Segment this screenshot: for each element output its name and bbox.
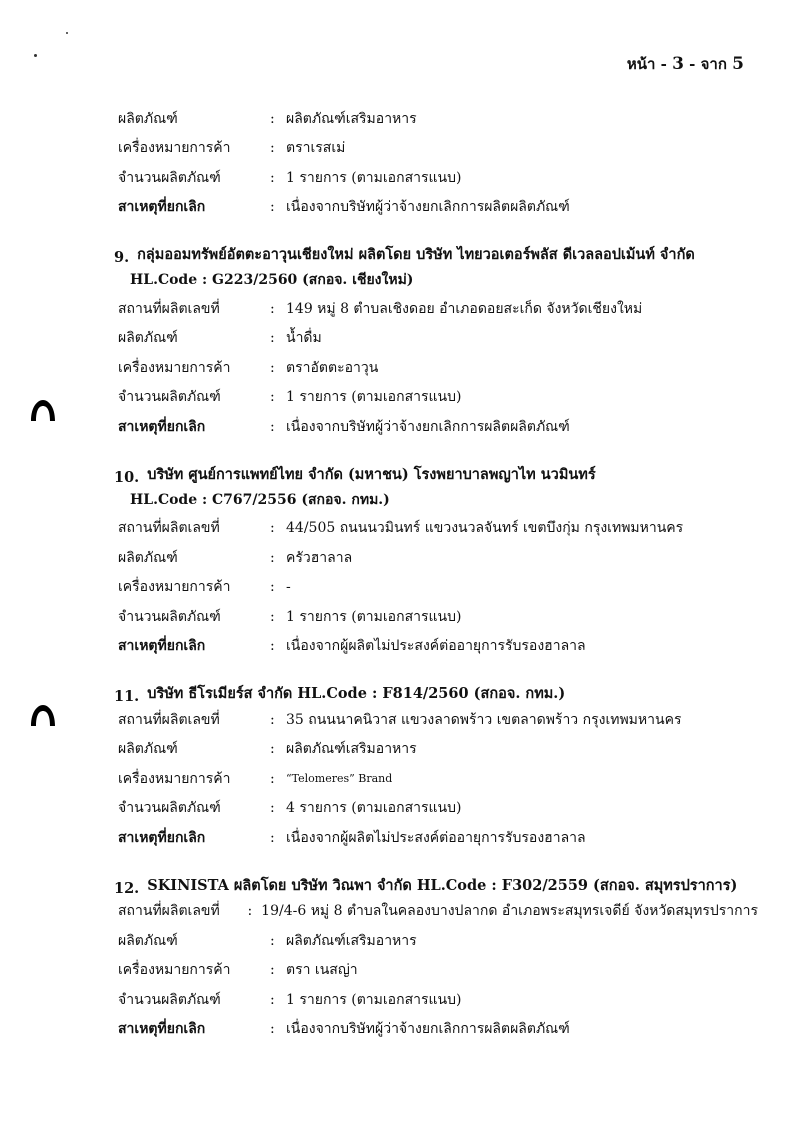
field-label: ผลิตภัณฑ์: [118, 330, 178, 347]
field-colon: :: [270, 389, 275, 406]
entry-title: กลุ่มออมทรัพย์อัตตะอาวุนเชียงใหม่ ผลิตโดย บริษัท ไทยวอเตอร์พลัส ดีเวลลอปเม้นท์ จำกัด: [137, 246, 695, 263]
entry-section: [114, 234, 758, 442]
document-body: [114, 104, 758, 1044]
field-label: สาเหตุที่ยกเลิก: [118, 1021, 206, 1038]
field-label: จำนวนผลิตภัณฑ์: [118, 389, 221, 406]
field-row: [118, 735, 758, 765]
field-label: สถานที่ผลิตเลขที่: [118, 300, 220, 317]
entry-section: [114, 454, 758, 662]
field-value: เนื่องจากบริษัทผู้ว่าจ้างยกเลิกการผลิตผลิตภัณฑ์: [286, 1021, 570, 1038]
field-row: [118, 294, 758, 324]
field-value: ผลิตภัณฑ์เสริมอาหาร: [286, 932, 417, 949]
field-row: [118, 897, 758, 927]
field-label: ผลิตภัณฑ์: [118, 932, 178, 949]
field-label: เครื่องหมายการค้า: [118, 770, 231, 787]
field-row: [118, 823, 758, 853]
field-colon: :: [270, 300, 275, 317]
entry-list: [114, 234, 758, 1044]
field-label: ผลิตภัณฑ์: [118, 110, 178, 127]
field-row: [118, 926, 758, 956]
field-value: ผลิตภัณฑ์เสริมอาหาร: [286, 741, 417, 758]
field-label: เครื่องหมายการค้า: [118, 140, 231, 157]
field-colon: :: [270, 110, 275, 127]
field-value: “Telomeres” Brand: [286, 772, 393, 786]
entry-heading: [114, 234, 754, 266]
field-value: ผลิตภัณฑ์เสริมอาหาร: [286, 110, 417, 127]
field-colon: :: [270, 800, 275, 817]
field-row: [118, 412, 758, 442]
field-label: ผลิตภัณฑ์: [118, 741, 178, 758]
field-row: [118, 985, 758, 1015]
field-value: 35 ถนนนาคนิวาส แขวงลาดพร้าว เขตลาดพร้าว กรุงเทพมหานคร: [286, 711, 682, 728]
field-label: ผลิตภัณฑ์: [118, 549, 178, 566]
field-value: ครัวฮาลาล: [286, 549, 353, 566]
field-colon: :: [270, 829, 275, 846]
field-colon: :: [270, 932, 275, 949]
field-label: จำนวนผลิตภัณฑ์: [118, 169, 221, 186]
scan-speck: [34, 54, 37, 57]
field-colon: :: [270, 770, 275, 787]
field-value: 1 รายการ (ตามเอกสารแนบ): [286, 991, 462, 1008]
field-colon: :: [270, 962, 275, 979]
field-row: [118, 514, 758, 544]
field-value: น้ำดื่ม: [286, 330, 322, 347]
field-colon: :: [270, 359, 275, 376]
field-colon: :: [270, 711, 275, 728]
entry-section: [114, 865, 758, 1045]
field-label: สาเหตุที่ยกเลิก: [118, 829, 206, 846]
field-colon: :: [270, 199, 275, 216]
field-colon: :: [270, 991, 275, 1008]
field-colon: :: [270, 140, 275, 157]
field-value: 44/505 ถนนนวมินทร์ แขวงนวลจันทร์ เขตบึงกุ่ม กรุงเทพมหานคร: [286, 520, 684, 537]
field-colon: :: [270, 741, 275, 758]
field-row: [118, 632, 758, 662]
field-label: เครื่องหมายการค้า: [118, 579, 231, 596]
field-colon: :: [270, 418, 275, 435]
field-colon: :: [270, 330, 275, 347]
field-row: [118, 602, 758, 632]
field-colon: :: [247, 903, 253, 920]
page-number: [627, 52, 744, 76]
field-colon: :: [270, 608, 275, 625]
field-row: [118, 1015, 758, 1045]
field-label: สาเหตุที่ยกเลิก: [118, 638, 206, 655]
field-label: เครื่องหมายการค้า: [118, 962, 231, 979]
field-row: [118, 764, 758, 794]
entry-number: 10.: [114, 468, 140, 486]
field-label: จำนวนผลิตภัณฑ์: [118, 991, 221, 1008]
field-value: ตราอัตตะอาวุน: [286, 359, 379, 376]
field-value: ตรา เนสญ่า: [286, 962, 358, 979]
field-label: สถานที่ผลิตเลขที่: [118, 520, 220, 537]
field-row: [118, 163, 758, 193]
field-row: [118, 104, 758, 134]
field-value: -: [286, 579, 291, 596]
field-colon: :: [270, 1021, 275, 1038]
scan-speck: [66, 32, 68, 34]
field-colon: :: [270, 579, 275, 596]
field-row: [118, 324, 758, 354]
page-number-middle: - จาก: [689, 55, 727, 73]
entry-hl-code: HL.Code : C767/2556 (สกอจ. กทม.): [130, 491, 390, 508]
entry-title: SKINISTA ผลิตโดย บริษัท วิณพา จำกัด HL.Code : F302/2559 (สกอจ. สมุทรปราการ): [147, 876, 738, 894]
continued-entry: [118, 104, 758, 222]
field-colon: :: [270, 169, 275, 186]
field-value: 1 รายการ (ตามเอกสารแนบ): [286, 169, 462, 186]
field-value: เนื่องจากบริษัทผู้ว่าจ้างยกเลิกการผลิตผลิตภัณฑ์: [286, 418, 570, 435]
entry-heading: [114, 454, 754, 486]
field-colon: :: [270, 638, 275, 655]
entry-heading: [114, 673, 754, 705]
punch-hole-mark: [30, 703, 56, 727]
field-row: [118, 956, 758, 986]
field-colon: :: [270, 520, 275, 537]
field-value: เนื่องจากผู้ผลิตไม่ประสงค์ต่ออายุการรับรองฮาลาล: [286, 638, 586, 655]
field-value: เนื่องจากบริษัทผู้ว่าจ้างยกเลิกการผลิตผลิตภัณฑ์: [286, 199, 570, 216]
field-label: จำนวนผลิตภัณฑ์: [118, 800, 221, 817]
entry-section: [114, 673, 758, 853]
entry-title: บริษัท ธีโรเมียร์ส จำกัด HL.Code : F814/2560 (สกอจ. กทม.): [147, 685, 566, 702]
punch-hole-mark: [30, 398, 56, 422]
page-number-prefix: หน้า -: [626, 55, 667, 73]
field-label: สถานที่ผลิตเลขที่: [118, 903, 220, 920]
field-row: [118, 573, 758, 603]
field-label: สาเหตุที่ยกเลิก: [118, 199, 206, 216]
entry-number: 9.: [114, 249, 130, 266]
field-label: สถานที่ผลิตเลขที่: [118, 711, 220, 728]
entry-heading: [114, 865, 754, 897]
field-colon: :: [270, 549, 275, 566]
field-row: [118, 383, 758, 413]
field-value: 19/4-6 หมู่ 8 ตำบลในคลองบางปลากด อำเภอพระสมุทรเจดีย์ จังหวัดสมุทรปราการ: [261, 903, 758, 920]
field-row: [118, 705, 758, 735]
entry-number: 12.: [114, 879, 140, 897]
field-value: 149 หมู่ 8 ตำบลเชิงดอย อำเภอดอยสะเก็ด จังหวัดเชียงใหม่: [286, 300, 643, 317]
page-number-total: 5: [732, 54, 744, 74]
field-value: 4 รายการ (ตามเอกสารแนบ): [286, 800, 462, 817]
field-row: [118, 193, 758, 223]
entry-title: บริษัท ศูนย์การแพทย์ไทย จำกัด (มหาชน) โรงพยาบาลพญาไท นวมินทร์: [147, 465, 596, 483]
field-row: [118, 794, 758, 824]
field-value: ตราเรสเม่: [286, 140, 346, 157]
field-value: 1 รายการ (ตามเอกสารแนบ): [286, 608, 462, 625]
entry-number: 11.: [114, 688, 140, 705]
field-label: เครื่องหมายการค้า: [118, 359, 231, 376]
field-value: เนื่องจากผู้ผลิตไม่ประสงค์ต่ออายุการรับรองฮาลาล: [286, 829, 586, 846]
entry-hl-code: HL.Code : G223/2560 (สกอจ. เชียงใหม่): [130, 272, 414, 288]
field-row: [118, 134, 758, 164]
page-number-current: 3: [672, 54, 684, 74]
field-label: สาเหตุที่ยกเลิก: [118, 418, 206, 435]
field-value: 1 รายการ (ตามเอกสารแนบ): [286, 389, 462, 406]
field-row: [118, 543, 758, 573]
field-row: [118, 353, 758, 383]
field-label: จำนวนผลิตภัณฑ์: [118, 608, 221, 625]
